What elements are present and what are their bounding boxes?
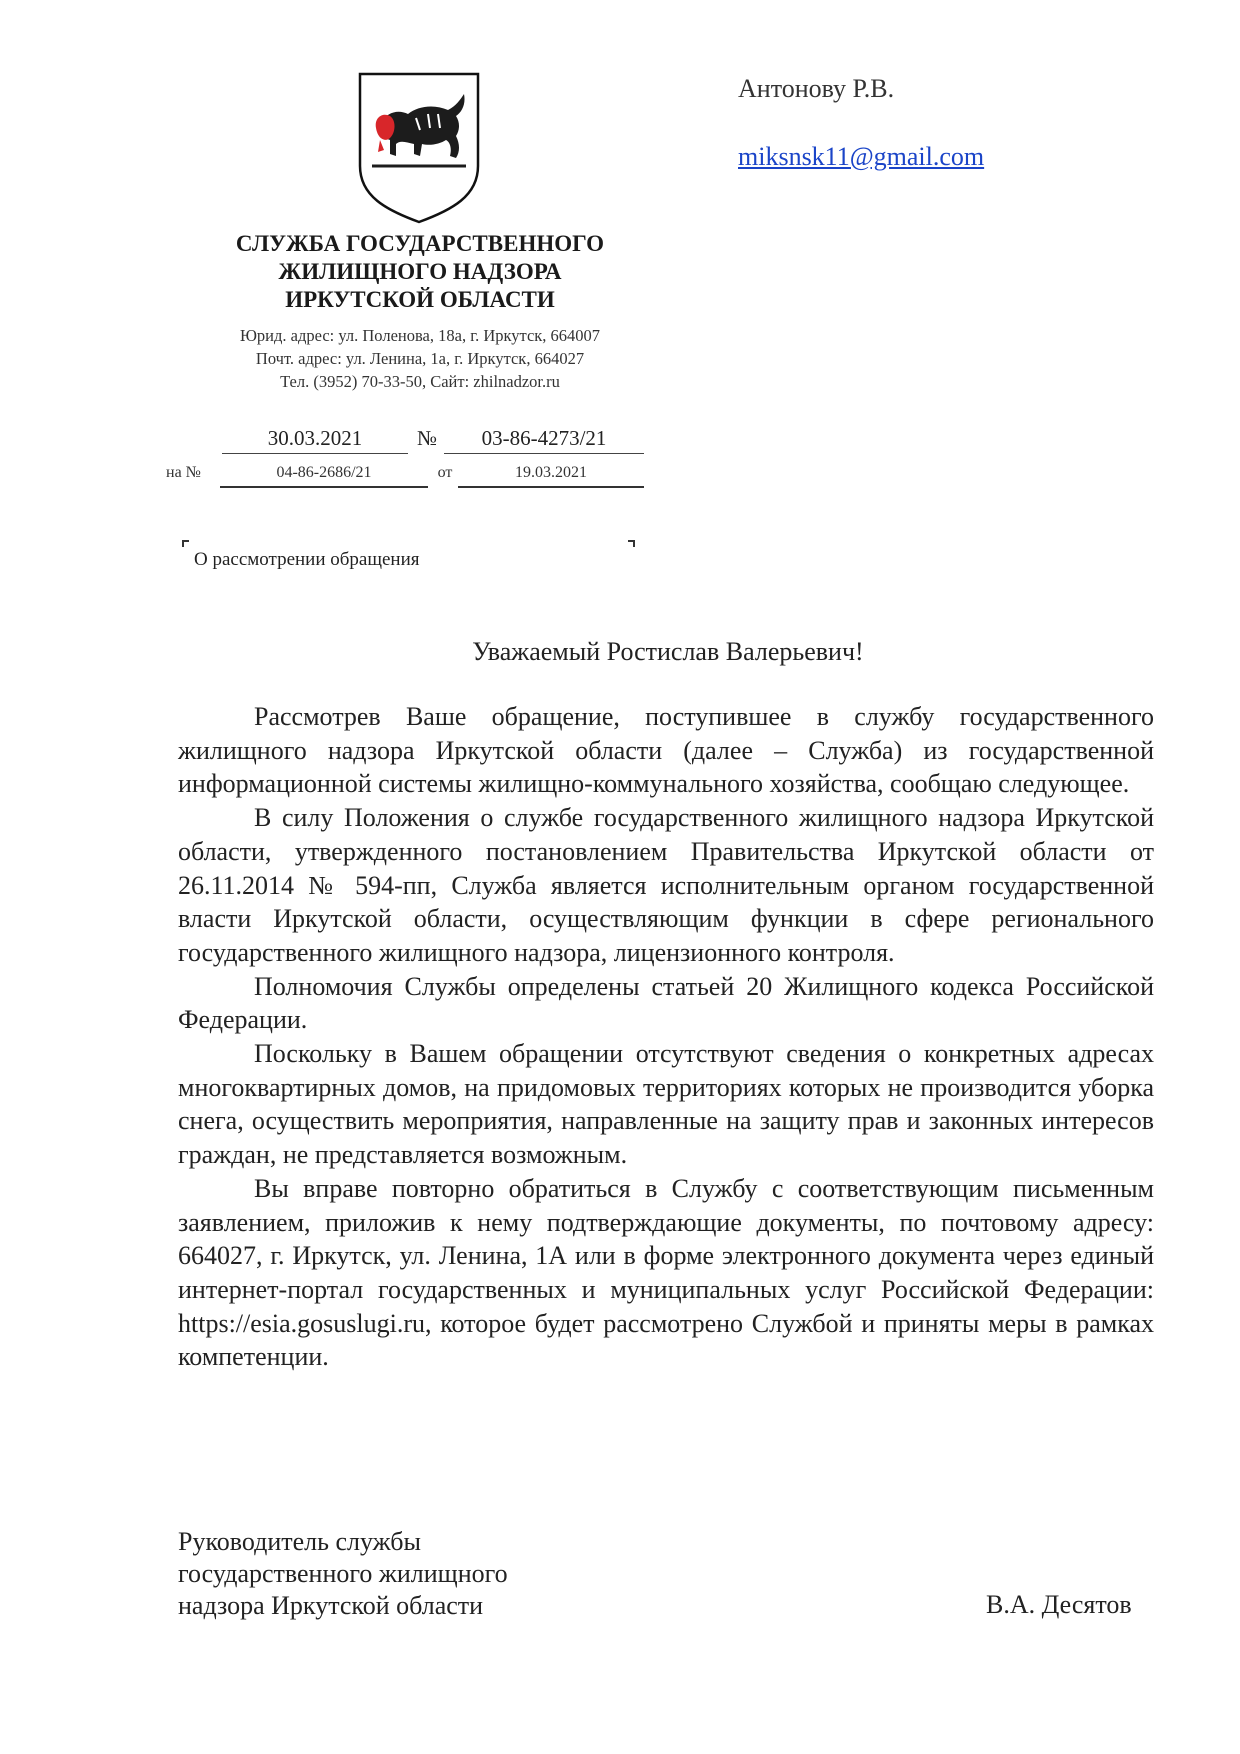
subject-bracket-left xyxy=(182,540,189,547)
organization-name xyxy=(160,230,680,314)
reference-label: на № xyxy=(166,464,201,481)
org-line: ЖИЛИЩНОГО НАДЗОРА xyxy=(278,259,562,284)
signatory-title xyxy=(178,1526,508,1622)
registration-number-sign: № xyxy=(416,426,438,450)
org-line: СЛУЖБА ГОСУДАРСТВЕННОГО xyxy=(235,231,605,256)
signatory-title-line: государственного жилищного xyxy=(178,1559,508,1588)
reference-from-label: от xyxy=(437,464,453,481)
registration-number: 03-86-4273/21 xyxy=(444,426,644,454)
reference-date: 19.03.2021 xyxy=(458,460,644,488)
signatory-name: В.А. Десятов xyxy=(986,1590,1132,1619)
recipient-email-link[interactable]: miksnsk11@gmail.com xyxy=(738,142,985,171)
signatory-title-line: Руководитель службы xyxy=(178,1527,421,1556)
recipient-name: Антонову Р.В. xyxy=(738,74,895,103)
subject-bracket-right xyxy=(628,540,635,547)
body-paragraph: Вы вправе повторно обратиться в Службу с соответствующим письменным заявлением, приложив к нему подтверждающие документы, по почтовому адресу: 664027, г. Иркутск, ул. Ленина, 1А или в форме электронного документа через единый интернет-портал государственных и муниципальных услуг Российской Федерации: https://esia.gosuslugi.ru, которое будет рассмотрено Службой и приняты меры в рамках компетенции. xyxy=(178,1173,1154,1372)
body-paragraph: Полномочия Службы определены статьей 20 Жилищного кодекса Российской Федерации. xyxy=(178,971,1154,1035)
letter-body xyxy=(178,700,1154,1374)
body-paragraph: В силу Положения о службе государственного жилищного надзора Иркутской области, утвержденного постановлением Правительства Иркутской области от 26.11.2014 № 594-пп, Служба является исполнительным органом государственной власти Иркутской области, осуществляющим функции в сфере регионального государственного жилищного надзора, лицензионного контроля. xyxy=(178,803,1154,967)
body-paragraph: Рассмотрев Ваше обращение, поступившее в службу государственного жилищного надзора Иркутской области (далее – Служба) из государственной информационной системы жилищно-коммунального хозяйства, сообщаю следующее. xyxy=(178,702,1154,799)
registration-date: 30.03.2021 xyxy=(222,426,408,454)
signatory-title-line: надзора Иркутской области xyxy=(178,1591,484,1620)
address-line: Юрид. адрес: ул. Поленова, 18а, г. Иркутск, 664007 xyxy=(239,326,601,345)
greeting: Уважаемый Ростислав Валерьевич! xyxy=(472,637,864,666)
organization-address xyxy=(160,324,680,393)
org-line: ИРКУТСКОЙ ОБЛАСТИ xyxy=(285,287,555,312)
body-paragraph: Поскольку в Вашем обращении отсутствуют сведения о конкретных адресах многоквартирных домов, на придомовых территориях которых не производится уборка снега, осуществить мероприятия, направленные на защиту прав и законных интересов граждан, не представляется возможным. xyxy=(178,1039,1154,1170)
reference-number: 04-86-2686/21 xyxy=(220,460,428,488)
letter-subject: О рассмотрении обращения xyxy=(194,549,420,570)
coat-of-arms-emblem xyxy=(356,70,482,226)
address-line: Почт. адрес: ул. Ленина, 1а, г. Иркутск, 664027 xyxy=(255,349,585,368)
address-line: Тел. (3952) 70-33-50, Сайт: zhilnadzor.ru xyxy=(280,372,560,391)
